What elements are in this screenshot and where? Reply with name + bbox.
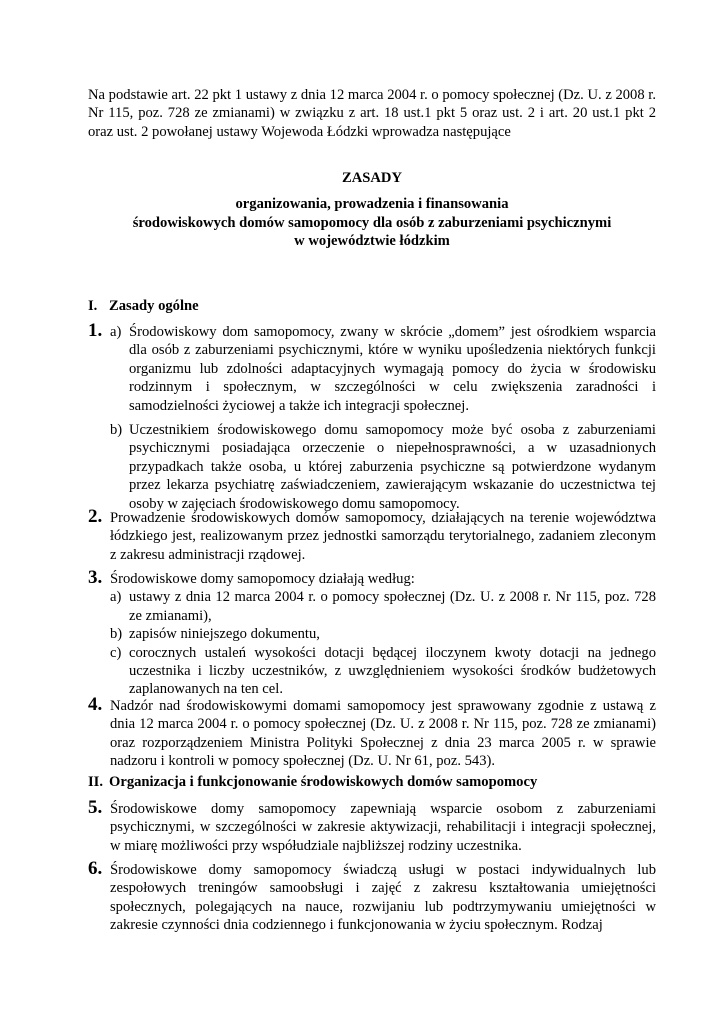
item-number: 4. (88, 694, 103, 715)
section-title: Organizacja i funkcjonowanie środowiskowych domów samopomocy (109, 774, 538, 790)
sub-item-text: ustawy z dnia 12 marca 2004 r. o pomocy społecznej (Dz. U. z 2008 r. Nr 115, poz. 728 ze zmianami), (129, 589, 656, 624)
section-title: Zasady ogólne (109, 298, 199, 314)
sub-item-letter: c) (110, 644, 122, 661)
title-line-1: organizowania, prowadzenia i finansowania (235, 196, 509, 213)
item-number: 2. (88, 506, 103, 527)
document-title (88, 169, 656, 251)
item-body (110, 323, 656, 513)
section-number: II. (88, 774, 104, 790)
item-number: 5. (88, 797, 103, 818)
section-number: I. (88, 298, 98, 314)
item-body: Środowiskowe domy samopomocy zapewniają wsparcie osobom z zaburzeniami psychicznymi, w szczególności w zakresie aktywizacji, rehabilitacji i integracji społecznej, w miarę możliwości przy współudziale najbliższej rodziny uczestnika. (110, 801, 656, 854)
item-body: Środowiskowe domy samopomocy świadczą usługi w postaci indywidualnych lub zespołowych treningów samoobsługi i zajęć z zakresu kształtowania umiejętności społecznych, polegających na nauce, rozwijaniu lub podtrzymywaniu umiejętności w zakresie czynności dnia codziennego i funkcjonowania w życiu społecznym. Rodzaj (110, 862, 656, 934)
sub-item-a (110, 323, 656, 415)
section-heading-general (88, 297, 199, 315)
sub-item-letter: a) (110, 589, 122, 606)
sub-item-text: Uczestnikiem środowiskowego domu samopomocy może być osoba z zaburzeniami psychicznymi posiadająca orzeczenie o niepełnosprawności, a w uzasadnionych przypadkach także osoba, u której zaburzenia psychiczne są potwierdzone wydanym przez lekarza psychiatrę zaświadczeniem, zawierającym wskazanie do uczestnictwa tej osoby w zajęciach środowiskowego domu samopomocy. (129, 422, 656, 512)
title-line-2: środowiskowych domów samopomocy dla osób z zaburzeniami psychicznymi (132, 214, 612, 231)
item-body (110, 570, 656, 699)
sub-item-a (110, 588, 656, 625)
item-body: Prowadzenie środowiskowych domów samopomocy, działających na terenie województwa łódzkiego jest, realizowanym przez jednostki samorządu terytorialnego, zadaniem zleconym z zakresu administracji rządowej. (110, 510, 656, 563)
sub-item-letter: a) (110, 324, 122, 340)
sub-item-text: corocznych ustaleń wysokości dotacji będącej iloczynem kwoty dotacji na jednego uczestnika i liczby uczestników, z uwzględnieniem wysokości środków budżetowych zaplanowanych na ten cel. (129, 644, 656, 698)
sub-item-b (110, 421, 656, 513)
sub-item-letter: b) (110, 422, 123, 439)
section-heading-organization (88, 773, 537, 791)
item-intro: Środowiskowe domy samopomocy działają według: (110, 571, 415, 587)
intro-paragraph: Na podstawie art. 22 pkt 1 ustawy z dnia 12 marca 2004 r. o pomocy społecznej (Dz. U. z 2008 r. Nr 115, poz. 728 ze zmianami) w związku z art. 18 ust.1 pkt 5 oraz ust. 2 i art. 20 ust.1 pkt 2 oraz ust. 2 powołanej ustawy Wojewoda Łódzki wprowadza następujące (88, 87, 656, 140)
sub-item-text: zapisów niniejszego dokumentu, (129, 626, 320, 643)
title-main: ZASADY (341, 170, 402, 186)
item-number: 6. (88, 858, 103, 879)
sub-item-letter: b) (110, 626, 123, 643)
item-number: 1. (88, 320, 103, 341)
item-number: 3. (88, 567, 103, 588)
sub-item-c (110, 644, 656, 699)
title-line-3: w województwie łódzkim (294, 233, 450, 250)
item-body: Nadzór nad środowiskowymi domami samopomocy jest sprawowany zgodnie z ustawą z dnia 12 marca 2004 r. o pomocy społecznej (Dz. U. z 2008 r. Nr 115, poz. 728 ze zmianami) oraz rozporządzeniem Ministra Polityki Społecznej z dnia 23 marca 2005 r. w sprawie nadzoru i kontroli w pomocy społecznej (Dz. U. Nr 61, poz. 543). (110, 698, 656, 770)
sub-item-b (110, 625, 656, 643)
sub-item-text: Środowiskowy dom samopomocy, zwany w skrócie „domem” jest ośrodkiem wsparcia dla osób z zaburzeniami psychicznymi, które w wyniku upośledzenia niektórych funkcji organizmu lub zdolności adaptacyjnych wymagają pomocy do życia w środowisku rodzinnym i społecznym, w szczególności w celu zwiększenia zaradności i samodzielności życiowej a także ich integracji społecznej. (129, 324, 656, 414)
